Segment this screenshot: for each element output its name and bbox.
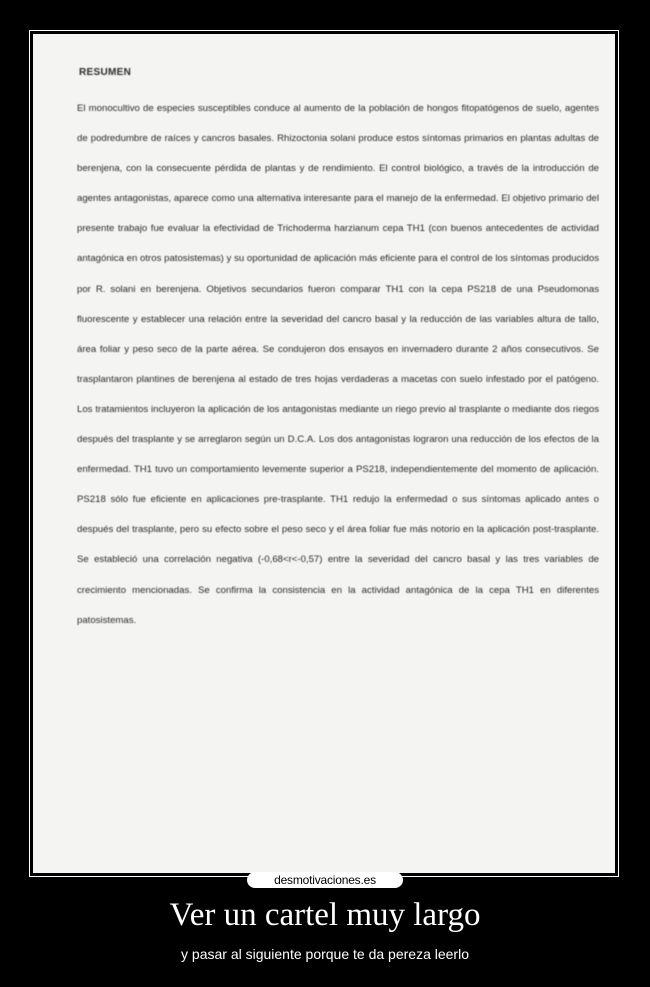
poster-title: Ver un cartel muy largo	[169, 897, 481, 933]
poster-subtitle: y pasar al siguiente porque te da pereza leerlo	[181, 946, 469, 962]
document-body: El monocultivo de especies susceptibles conduce al aumento de la población de hongos fitopatógenos de suelo, agentes de podredumbre de raíces y cancros basales. Rhizoctonia solani produce estos síntomas primarios en plantas adultas de berenjena, con la consecuente pérdida de plantas y de rendimiento. El control biológico, a través de la introducción de agentes antagonistas, aparece como una alternativa interesante para el manejo de la enfermedad. El objetivo primario del presente trabajo fue evaluar la efectividad de Trichoderma harzianum cepa TH1 (con buenos antecedentes de actividad antagónica en otros patosistemas) y su oportunidad de aplicación más eficiente para el control de los síntomas producidos por R. solani en berenjena. Objetivos secundarios fueron comparar TH1 con la cepa PS218 de una Pseudomonas fluorescente y establecer una relación entre la severidad del cancro basal y la reducción de las variables altura de tallo, área foliar y peso seco de la parte aérea. Se condujeron dos ensayos en invernadero durante 2 años consecutivos. Se trasplantaron plantines de berenjena al estado de tres hojas verdaderas a macetas con suelo infestado por el patógeno. Los tratamientos incluyeron la aplicación de los antagonistas mediante un riego previo al trasplante o mediante dos riegos después del trasplante y se arreglaron según un D.C.A. Los dos antagonistas lograron una reducción de los efectos de la enfermedad. TH1 tuvo un comportamiento levemente superior a PS218, independientemente del momento de aplicación. PS218 sólo fue eficiente en aplicaciones pre-trasplante. TH1 redujo la enfermedad o sus síntomas aplicado antes o después del trasplante, pero su efecto sobre el peso seco y el área foliar fue más notorio en la aplicación post-trasplante. Se estableció una correlación negativa (-0,68<r<-0,57) entre la severidad del cancro basal y las tres variables de crecimiento mencionadas. Se confirma la consistencia en la actividad antagónica de la cepa TH1 en diferentes patosistemas.	[77, 103, 599, 626]
document-heading: RESUMEN	[79, 67, 132, 78]
document-image	[33, 34, 615, 873]
site-watermark: desmotivaciones.es	[247, 872, 403, 888]
